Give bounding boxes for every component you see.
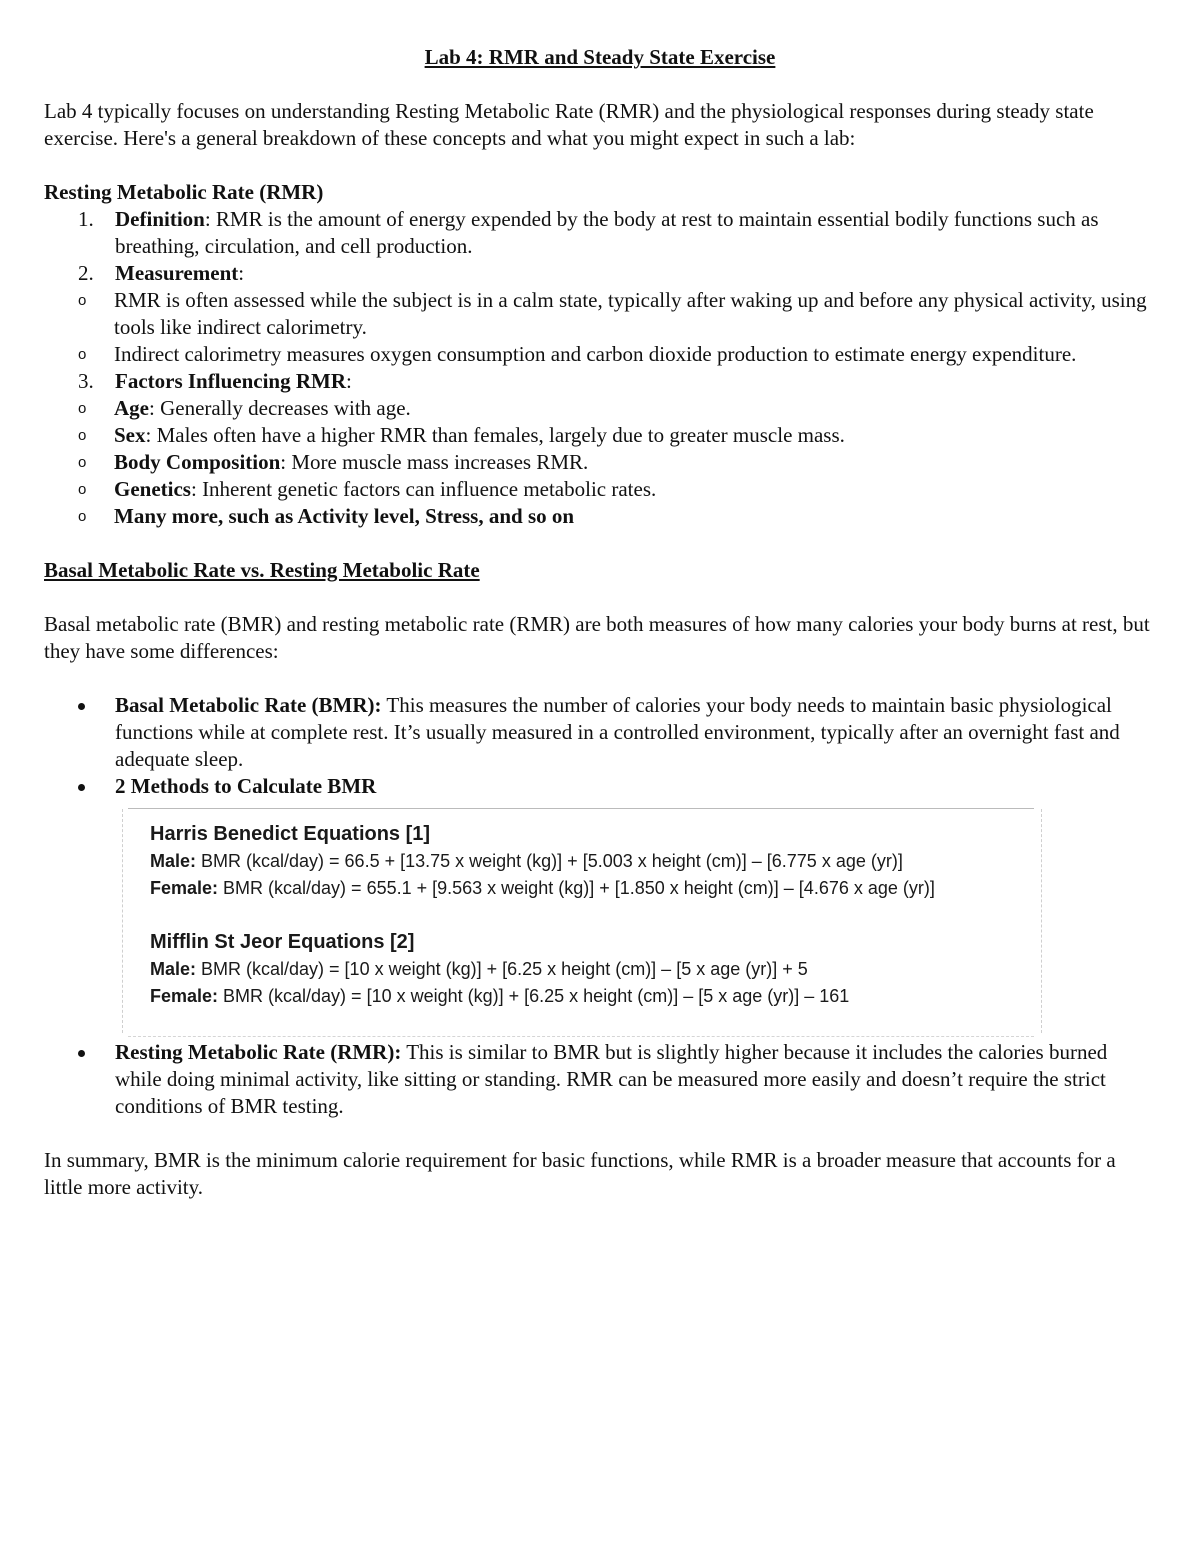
bullet-dot-icon xyxy=(78,1050,85,1057)
bmr-bullet-list xyxy=(44,692,1156,800)
male-label: Male: xyxy=(150,959,197,979)
circle-bullet-icon: o xyxy=(78,292,87,309)
circle-bullet-icon: o xyxy=(78,481,87,498)
sublist-item xyxy=(44,287,1156,341)
measurement-sublist xyxy=(44,287,1156,368)
factor-label: Age xyxy=(114,396,149,420)
sublist-item xyxy=(44,503,1156,530)
sublist-item xyxy=(44,395,1156,422)
equation-text: BMR (kcal/day) = [10 x weight (kg)] + [6.25 x height (cm)] – [5 x age (yr)] – 161 xyxy=(218,986,850,1006)
figure-edge xyxy=(128,1034,1034,1037)
factor-label: Genetics xyxy=(114,477,191,501)
list-item-definition xyxy=(44,206,1156,260)
factor-label: Body Composition xyxy=(114,450,281,474)
sublist-text: RMR is often assessed while the subject is in a calm state, typically after waking up and before any physical activity, using tools like indirect calorimetry. xyxy=(114,288,1147,339)
definition-label: Definition xyxy=(115,207,205,231)
rmr-bullet-list xyxy=(44,1039,1156,1120)
equations-figure xyxy=(128,808,1034,1033)
harris-male-equation xyxy=(150,848,935,875)
list-item-factors xyxy=(44,368,1156,395)
bmr-intro-paragraph: Basal metabolic rate (BMR) and resting metabolic rate (RMR) are both measures of how many calories your body burns at rest, but they have some differences: xyxy=(44,612,1150,663)
sublist-item xyxy=(44,341,1156,368)
methods-label: 2 Methods to Calculate BMR xyxy=(115,774,377,798)
circle-bullet-icon: o xyxy=(78,508,87,525)
bmr-label: Basal Metabolic Rate (BMR): xyxy=(115,693,382,717)
figure-edge xyxy=(122,809,127,1033)
mifflin-st-jeor-heading: Mifflin St Jeor Equations [2] xyxy=(150,931,415,953)
document-title: Lab 4: RMR and Steady State Exercise xyxy=(424,45,776,69)
circle-bullet-icon: o xyxy=(78,346,87,363)
rmr-numbered-list xyxy=(44,206,1156,287)
summary-paragraph: In summary, BMR is the minimum calorie requirement for basic functions, while RMR is a broader measure that accounts for a little more activity. xyxy=(44,1148,1116,1199)
document-page xyxy=(44,44,1156,1201)
sublist-item xyxy=(44,422,1156,449)
measurement-text: : xyxy=(238,261,245,285)
figure-edge xyxy=(1037,809,1042,1033)
circle-bullet-icon: o xyxy=(78,400,87,417)
sublist-item xyxy=(44,476,1156,503)
factor-text: : Generally decreases with age. xyxy=(149,396,411,420)
mifflin-female-equation xyxy=(150,983,935,1010)
factor-text: : Males often have a higher RMR than females, largely due to greater muscle mass. xyxy=(145,423,845,447)
rmr-section-heading: Resting Metabolic Rate (RMR) xyxy=(44,180,324,204)
sublist-item xyxy=(44,449,1156,476)
list-item-measurement xyxy=(44,260,1156,287)
definition-text: : RMR is the amount of energy expended by the body at rest to maintain essential bodily functions such as breathing, circulation, and cell production. xyxy=(115,207,1099,258)
factor-text: : Inherent genetic factors can influence metabolic rates. xyxy=(190,477,657,501)
sublist-text: Indirect calorimetry measures oxygen consumption and carbon dioxide production to estimate energy expenditure. xyxy=(114,342,1077,366)
mifflin-male-equation xyxy=(150,956,935,983)
equation-text: BMR (kcal/day) = 66.5 + [13.75 x weight (kg)] + [5.003 x height (cm)] – [6.775 x age (yr)] xyxy=(196,851,903,871)
factors-label: Factors Influencing RMR xyxy=(115,369,346,393)
circle-bullet-icon: o xyxy=(78,427,87,444)
bullet-item-methods xyxy=(44,773,1156,800)
female-label: Female: xyxy=(150,878,219,898)
circle-bullet-icon: o xyxy=(78,454,87,471)
bmr-section-heading: Basal Metabolic Rate vs. Resting Metabolic Rate xyxy=(44,558,480,582)
factor-text: : More muscle mass increases RMR. xyxy=(280,450,589,474)
factors-sublist xyxy=(44,395,1156,530)
list-number: 3. xyxy=(78,369,94,393)
list-number: 2. xyxy=(78,261,94,285)
list-number: 1. xyxy=(78,207,94,231)
equation-text: BMR (kcal/day) = [10 x weight (kg)] + [6.25 x height (cm)] – [5 x age (yr)] + 5 xyxy=(196,959,808,979)
factor-label: Sex xyxy=(114,423,146,447)
equation-text: BMR (kcal/day) = 655.1 + [9.563 x weight (kg)] + [1.850 x height (cm)] – [4.676 x age (yr)] xyxy=(218,878,935,898)
factor-label: Many more, such as Activity level, Stress, and so on xyxy=(114,504,575,528)
rmr-label: Resting Metabolic Rate (RMR): xyxy=(115,1040,402,1064)
male-label: Male: xyxy=(150,851,197,871)
rmr-text: This is similar to BMR but is slightly higher because it includes the calories burned while doing minimal activity, like sitting or standing. RMR can be measured more easily and doesn’t require the strict conditions of BMR testing. xyxy=(115,1040,1108,1118)
bullet-item-rmr xyxy=(44,1039,1156,1120)
equations-content xyxy=(150,821,935,1010)
harris-female-equation xyxy=(150,875,935,902)
factors-text: : xyxy=(345,369,352,393)
bullet-dot-icon xyxy=(78,784,85,791)
harris-benedict-heading: Harris Benedict Equations [1] xyxy=(150,823,431,845)
bullet-dot-icon xyxy=(78,703,85,710)
bmr-text: This measures the number of calories your body needs to maintain basic physiological functions while at complete rest. It’s usually measured in a controlled environment, typically after an overnight fast and adequate sleep. xyxy=(115,693,1120,771)
measurement-label: Measurement xyxy=(115,261,239,285)
female-label: Female: xyxy=(150,986,219,1006)
bullet-item-bmr xyxy=(44,692,1156,773)
intro-paragraph: Lab 4 typically focuses on understanding Resting Metabolic Rate (RMR) and the physiological responses during steady state exercise. Here's a general breakdown of these concepts and what you might expect in such a lab: xyxy=(44,99,1094,150)
rmr-numbered-list-continued xyxy=(44,368,1156,395)
